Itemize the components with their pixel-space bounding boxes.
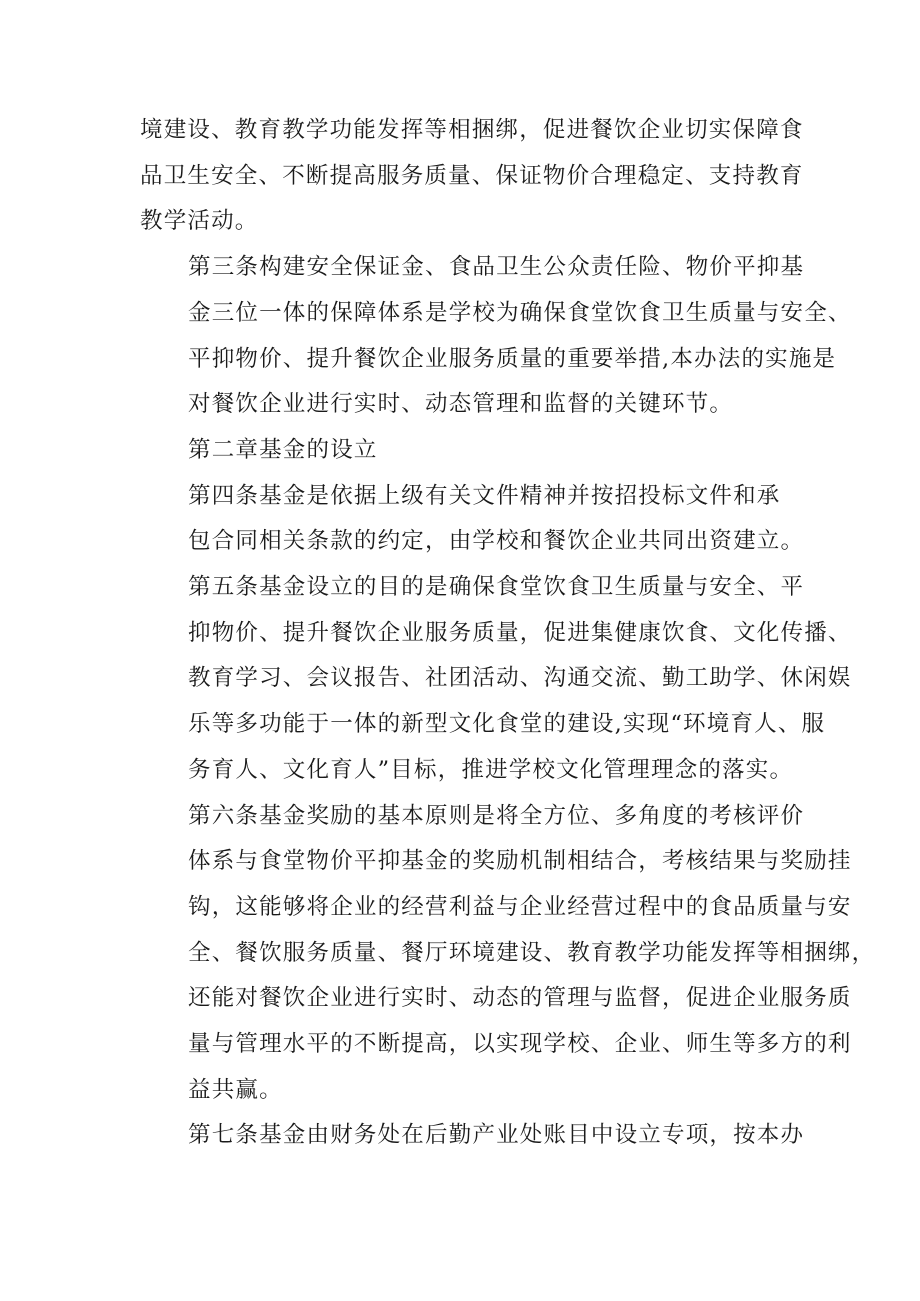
text-line: 益共赢。 [188, 1076, 283, 1103]
text-line: 第六条基金奖励的基本原则是将全方位、多角度的考核评价 [188, 802, 805, 829]
paragraph [140, 1113, 805, 1159]
text-line: 务育人、文化育人”目标，推进学校文化管理理念的落实。 [188, 756, 794, 783]
paragraph [140, 474, 805, 565]
paragraph [140, 794, 876, 1114]
text-line: 境建设、教育教学功能发挥等相捆绑，促进餐饮企业切实保障食 [140, 117, 804, 143]
document-body [140, 108, 876, 1159]
paragraph [140, 245, 852, 428]
text-line: 还能对餐饮企业进行实时、动态的管理与监督，促进企业服务质 [188, 985, 852, 1012]
paragraph [140, 428, 790, 474]
text-line: 量与管理水平的不断提高，以实现学校、企业、师生等多方的利 [188, 1031, 852, 1058]
text-line: 第七条基金由财务处在后勤产业处账目中设立专项，按本办 [188, 1122, 805, 1149]
text-line: 第二章基金的设立 [188, 436, 378, 463]
text-line: 体系与食堂物价平抑基金的奖励机制相结合，考核结果与奖励挂 [188, 848, 852, 875]
paragraph [140, 108, 804, 245]
text-line: 教学活动。 [140, 208, 259, 235]
text-line: 品卫生安全、不断提高服务质量、保证物价合理稳定、支持教育 [140, 162, 804, 189]
text-line: 对餐饮企业进行实时、动态管理和监督的关键环节。 [188, 391, 734, 418]
text-line: 抑物价、提升餐饮企业服务质量，促进集健康饮食、文化传播、 [188, 619, 852, 646]
text-line: 第三条构建安全保证金、食品卫生公众责任险、物价平抑基 [188, 254, 805, 281]
text-line: 金三位一体的保障体系是学校为确保食堂饮食卫生质量与安全、 [188, 299, 852, 326]
text-line: 全、餐饮服务质量、餐厅环境建设、教育教学功能发挥等相捆绑， [188, 939, 876, 966]
text-line: 包合同相关条款的约定，由学校和餐饮企业共同出资建立。 [188, 528, 805, 555]
text-line: 平抑物价、提升餐饮企业服务质量的重要举措,本办法的实施是 [188, 345, 837, 372]
text-line: 乐等多功能于一体的新型文化食堂的建设,实现“环境育人、服 [188, 711, 826, 738]
text-line: 第四条基金是依据上级有关文件精神并按招投标文件和承 [188, 482, 781, 509]
text-line: 第五条基金设立的目的是确保食堂饮食卫生质量与安全、平 [188, 574, 805, 601]
paragraph [140, 565, 852, 794]
text-line: 钩，这能够将企业的经营利益与企业经营过程中的食品质量与安 [188, 893, 852, 920]
text-line: 教育学习、会议报告、社团活动、沟通交流、勤工助学、休闲娱 [188, 665, 852, 692]
